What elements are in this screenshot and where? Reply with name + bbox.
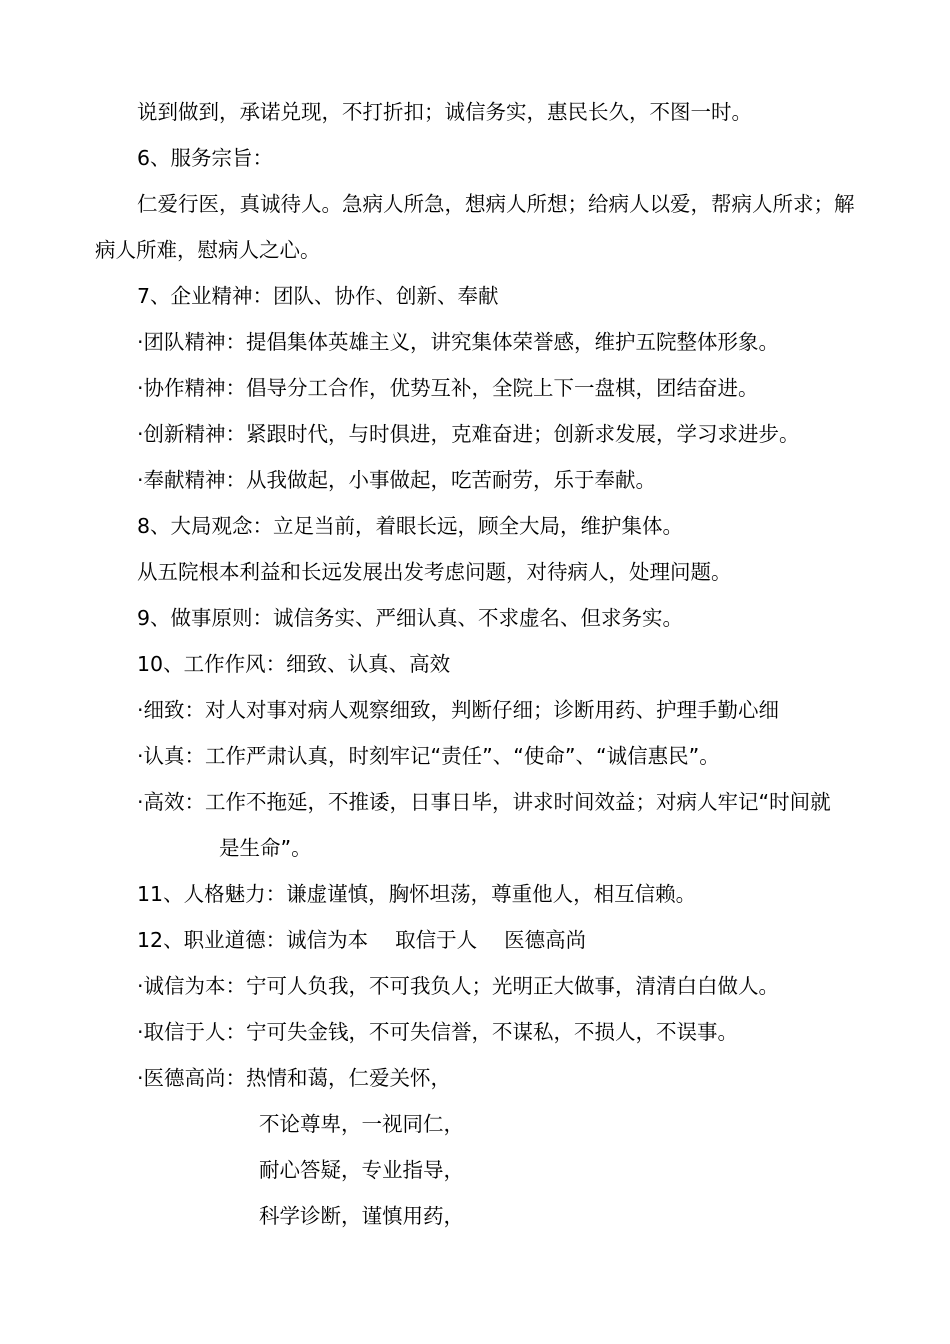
section-heading-7: 7、企业精神：团队、协作、创新、奉献	[137, 284, 499, 308]
section-heading-9: 9、做事原则：诚信务实、严细认真、不求虚名、但求务实。	[137, 606, 684, 630]
bullet-item-continuation: 耐心答疑，专业指导，	[259, 1158, 464, 1182]
bullet-item: ·高效：工作不拖延，不推诿，日事日毕，讲求时间效益；对病人牢记“时间就	[137, 790, 831, 814]
bullet-item: ·诚信为本：宁可人负我，不可我负人；光明正大做事，清清白白做人。	[137, 974, 780, 998]
bullet-item: ·医德高尚：热情和蔼，仁爱关怀，	[137, 1066, 452, 1090]
bullet-item-continuation: 不论尊卑，一视同仁，	[259, 1112, 464, 1136]
paragraph-line: 说到做到，承诺兑现，不打折扣；诚信务实，惠民长久，不图一时。	[137, 100, 752, 124]
bullet-item: ·奉献精神：从我做起，小事做起，吃苦耐劳，乐于奉献。	[137, 468, 657, 492]
bullet-item: ·认真：工作严肃认真，时刻牢记“责任”、“使命”、“诚信惠民”。	[137, 744, 720, 768]
section-heading-12: 12、职业道德：诚信为本 取信于人 医德高尚	[137, 928, 587, 952]
section-heading-8: 8、大局观念：立足当前，着眼长远，顾全大局，维护集体。	[137, 514, 684, 538]
section-heading-11: 11、人格魅力：谦虚谨慎，胸怀坦荡，尊重他人，相互信赖。	[137, 882, 697, 906]
paragraph-line: 从五院根本利益和长远发展出发考虑问题，对待病人，处理问题。	[137, 560, 732, 584]
paragraph-line: 仁爱行医，真诚待人。急病人所急，想病人所想；给病人以爱，帮病人所求；解	[137, 192, 855, 216]
section-heading-6: 6、服务宗旨：	[137, 146, 274, 170]
section-heading-10: 10、工作作风：细致、认真、高效	[137, 652, 451, 676]
bullet-item: ·细致：对人对事对病人观察细致，判断仔细；诊断用药、护理手勤心细	[137, 698, 780, 722]
paragraph-line: 病人所难，慰病人之心。	[95, 238, 321, 262]
bullet-item-continuation: 科学诊断，谨慎用药，	[259, 1204, 464, 1228]
bullet-item: ·创新精神：紧跟时代，与时俱进，克难奋进；创新求发展，学习求进步。	[137, 422, 800, 446]
bullet-item: ·团队精神：提倡集体英雄主义，讲究集体荣誉感，维护五院整体形象。	[137, 330, 780, 354]
bullet-item: ·取信于人：宁可失金钱，不可失信誉，不谋私，不损人，不误事。	[137, 1020, 739, 1044]
bullet-item: ·协作精神：倡导分工合作，优势互补，全院上下一盘棋，团结奋进。	[137, 376, 759, 400]
bullet-item-continuation: 是生命”。	[219, 836, 312, 860]
